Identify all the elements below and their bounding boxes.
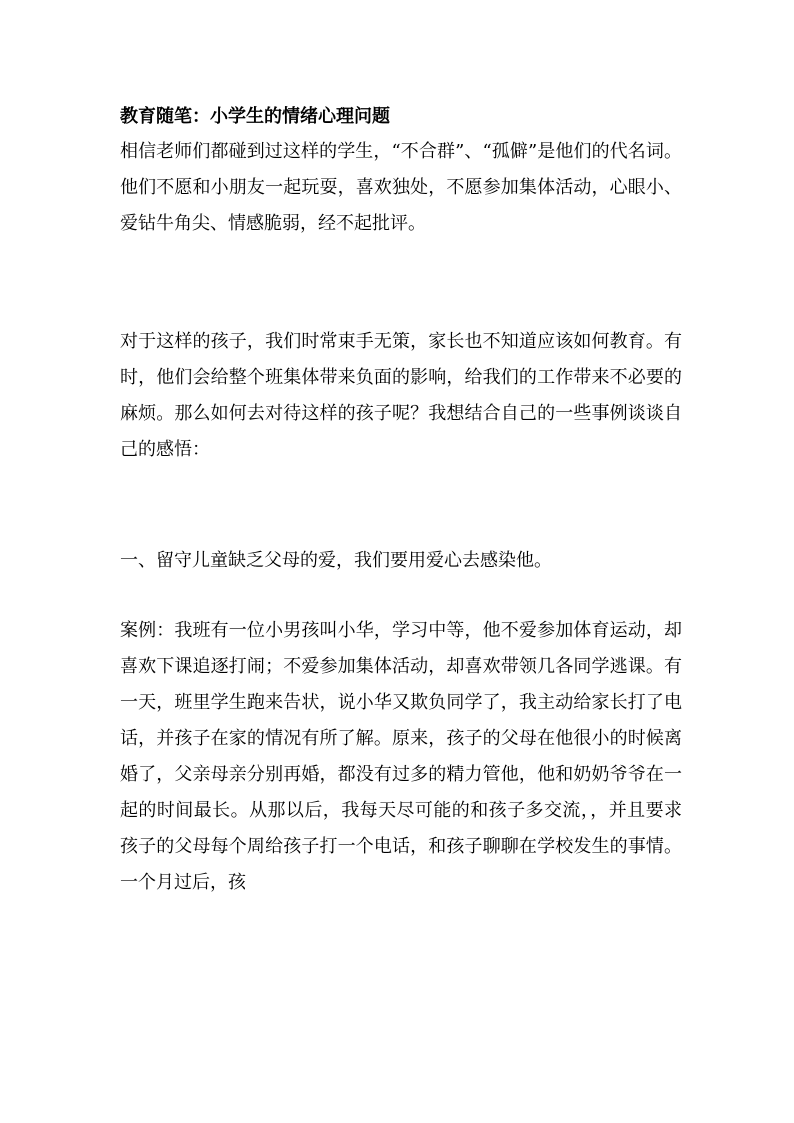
document-title: 教育随笔：小学生的情绪心理问题 xyxy=(120,106,390,127)
spacer xyxy=(120,468,682,543)
spacer xyxy=(120,242,682,324)
intro-paragraph: 相信老师们都碰到过这样的学生，“不合群”、“孤僻”是他们的代名词。他们不愿和小朋友一起玩耍，喜欢独处，不愿参加集体活动，心眼小、爱钻牛角尖、情感脆弱，经不起批评。 xyxy=(120,141,682,234)
context-paragraph: 对于这样的孩子，我们时常束手无策，家长也不知道应该如何教育。有时，他们会给整个班集体带来负面的影响，给我们的工作带来不必要的麻烦。那么如何去对待这样的孩子呢？我想结合自己的一些事例谈谈自己的感悟： xyxy=(120,331,682,460)
document-page xyxy=(120,100,682,901)
case-paragraph: 案例：我班有一位小男孩叫小华，学习中等，他不爱参加体育运动，却喜欢下课追逐打闹；不爱参加集体活动，却喜欢带领几各同学逃课。有一天，班里学生跑来告状，说小华又欺负同学了，我主动给家长打了电话，并孩子在家的情况有所了解。原来，孩子的父母在他很小的时候离婚了，父亲母亲分别再婚，都没有过多的精力管他，他和奶奶爷爷在一起的时间最长。从那以后，我每天尽可能的和孩子多交流，，并且要求孩子的父母每个周给孩子打一个电话，和孩子聊聊在学校发生的事情。一个月过后，孩 xyxy=(120,620,682,893)
section-heading-one: 一、留守儿童缺乏父母的爱，我们要用爱心去感染他。 xyxy=(120,550,552,571)
spacer xyxy=(120,579,682,613)
